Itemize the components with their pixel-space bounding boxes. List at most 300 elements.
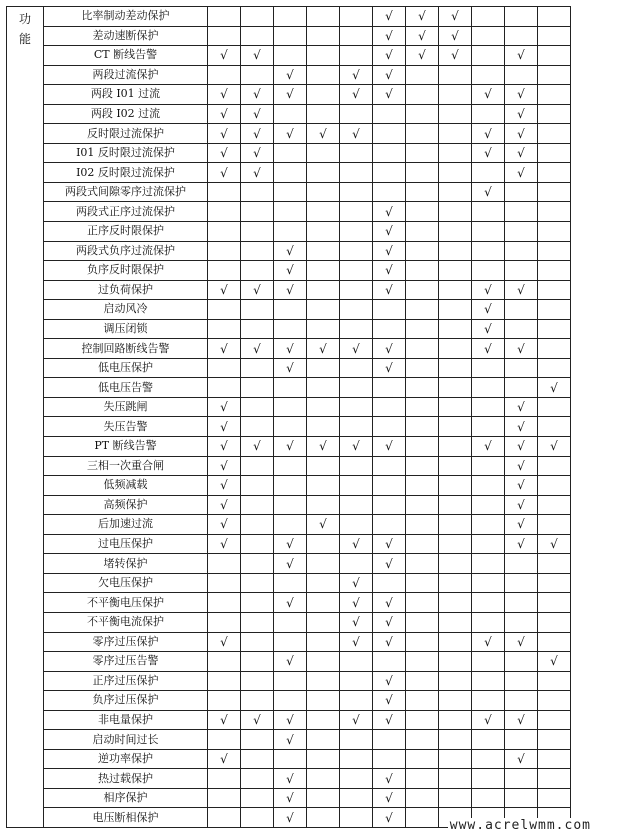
mark-cell: √	[505, 104, 538, 124]
function-name-cell: 高频保护	[44, 495, 208, 515]
mark-cell: √	[241, 280, 274, 300]
mark-cell	[241, 730, 274, 750]
function-name-cell: 低频减载	[44, 476, 208, 496]
function-name-cell: 两段 I01 过流	[44, 85, 208, 105]
table-row	[7, 456, 571, 476]
mark-cell	[439, 573, 472, 593]
mark-cell: √	[208, 397, 241, 417]
mark-cell	[439, 85, 472, 105]
mark-cell	[340, 26, 373, 46]
table-row	[7, 573, 571, 593]
mark-cell	[406, 65, 439, 85]
mark-cell: √	[373, 46, 406, 66]
mark-cell	[406, 319, 439, 339]
mark-cell	[241, 593, 274, 613]
mark-cell: √	[373, 534, 406, 554]
mark-cell	[538, 339, 571, 359]
mark-cell	[472, 417, 505, 437]
mark-cell	[406, 85, 439, 105]
mark-cell: √	[472, 710, 505, 730]
table-row	[7, 749, 571, 769]
mark-cell	[472, 163, 505, 183]
category-char: 功	[18, 12, 31, 26]
mark-cell	[373, 495, 406, 515]
function-name-cell: 逆功率保护	[44, 749, 208, 769]
mark-cell: √	[340, 573, 373, 593]
mark-cell	[241, 788, 274, 808]
mark-cell	[274, 612, 307, 632]
mark-cell	[241, 358, 274, 378]
mark-cell	[538, 65, 571, 85]
mark-cell	[472, 104, 505, 124]
mark-cell	[406, 417, 439, 437]
mark-cell	[307, 300, 340, 320]
function-name-cell: 低电压保护	[44, 358, 208, 378]
mark-cell	[505, 593, 538, 613]
mark-cell: √	[340, 339, 373, 359]
mark-cell	[472, 46, 505, 66]
mark-cell	[241, 671, 274, 691]
function-name-cell: 过电压保护	[44, 534, 208, 554]
mark-cell	[406, 104, 439, 124]
mark-cell	[538, 730, 571, 750]
table-row	[7, 612, 571, 632]
table-row	[7, 476, 571, 496]
mark-cell	[538, 163, 571, 183]
mark-cell	[472, 534, 505, 554]
mark-cell	[406, 632, 439, 652]
mark-cell	[373, 378, 406, 398]
mark-cell	[274, 7, 307, 27]
mark-cell	[307, 104, 340, 124]
mark-cell	[208, 7, 241, 27]
function-name-cell: I02 反时限过流保护	[44, 163, 208, 183]
mark-cell: √	[274, 124, 307, 144]
mark-cell	[241, 495, 274, 515]
mark-cell	[439, 378, 472, 398]
table-row	[7, 104, 571, 124]
mark-cell	[340, 554, 373, 574]
mark-cell	[439, 476, 472, 496]
mark-cell	[439, 339, 472, 359]
mark-cell: √	[439, 7, 472, 27]
mark-cell	[307, 378, 340, 398]
mark-cell	[208, 691, 241, 711]
table-row	[7, 397, 571, 417]
mark-cell	[274, 515, 307, 535]
table-row	[7, 437, 571, 457]
mark-cell	[472, 476, 505, 496]
mark-cell	[406, 710, 439, 730]
mark-cell	[472, 730, 505, 750]
mark-cell	[307, 417, 340, 437]
mark-cell	[208, 65, 241, 85]
mark-cell	[274, 378, 307, 398]
mark-cell	[538, 749, 571, 769]
mark-cell: √	[241, 46, 274, 66]
mark-cell	[208, 652, 241, 672]
function-name-cell: PT 断线告警	[44, 437, 208, 457]
mark-cell	[373, 515, 406, 535]
category-char: 能	[18, 32, 31, 46]
mark-cell	[538, 241, 571, 261]
mark-cell: √	[505, 163, 538, 183]
mark-cell	[241, 300, 274, 320]
mark-cell: √	[208, 437, 241, 457]
mark-cell: √	[274, 241, 307, 261]
mark-cell: √	[274, 788, 307, 808]
mark-cell	[340, 515, 373, 535]
mark-cell	[340, 456, 373, 476]
mark-cell	[340, 241, 373, 261]
mark-cell	[307, 534, 340, 554]
mark-cell: √	[208, 280, 241, 300]
mark-cell	[439, 143, 472, 163]
mark-cell	[307, 456, 340, 476]
function-name-cell: 不平衡电流保护	[44, 612, 208, 632]
mark-cell	[538, 319, 571, 339]
mark-cell	[274, 749, 307, 769]
mark-cell	[274, 143, 307, 163]
mark-cell	[406, 163, 439, 183]
mark-cell	[340, 319, 373, 339]
function-table-wrapper	[6, 6, 571, 828]
mark-cell	[439, 612, 472, 632]
mark-cell: √	[406, 26, 439, 46]
mark-cell	[241, 241, 274, 261]
mark-cell	[307, 65, 340, 85]
mark-cell: √	[505, 495, 538, 515]
mark-cell: √	[274, 339, 307, 359]
mark-cell	[538, 515, 571, 535]
mark-cell	[241, 476, 274, 496]
mark-cell: √	[340, 65, 373, 85]
mark-cell: √	[373, 65, 406, 85]
mark-cell	[538, 495, 571, 515]
mark-cell	[538, 46, 571, 66]
function-name-cell: 控制回路断线告警	[44, 339, 208, 359]
function-name-cell: 正序反时限保护	[44, 222, 208, 242]
mark-cell	[538, 788, 571, 808]
mark-cell	[439, 437, 472, 457]
mark-cell	[472, 691, 505, 711]
table-row	[7, 163, 571, 183]
table-row	[7, 222, 571, 242]
mark-cell	[307, 632, 340, 652]
mark-cell	[439, 124, 472, 144]
mark-cell: √	[241, 710, 274, 730]
mark-cell: √	[538, 378, 571, 398]
mark-cell	[505, 7, 538, 27]
mark-cell: √	[340, 124, 373, 144]
function-name-cell: 相序保护	[44, 788, 208, 808]
mark-cell	[505, 730, 538, 750]
watermark-text: www.acrelwmm.com	[449, 818, 591, 833]
mark-cell	[307, 241, 340, 261]
mark-cell	[307, 46, 340, 66]
mark-cell: √	[340, 85, 373, 105]
mark-cell	[208, 241, 241, 261]
mark-cell: √	[505, 515, 538, 535]
mark-cell	[538, 222, 571, 242]
mark-cell: √	[505, 124, 538, 144]
mark-cell	[373, 749, 406, 769]
mark-cell	[340, 46, 373, 66]
mark-cell: √	[373, 26, 406, 46]
mark-cell	[241, 534, 274, 554]
mark-cell: √	[274, 652, 307, 672]
mark-cell	[208, 202, 241, 222]
mark-cell: √	[505, 437, 538, 457]
mark-cell	[505, 573, 538, 593]
mark-cell	[373, 573, 406, 593]
mark-cell	[241, 7, 274, 27]
mark-cell	[406, 495, 439, 515]
mark-cell	[406, 573, 439, 593]
mark-cell	[307, 749, 340, 769]
mark-cell: √	[373, 769, 406, 789]
mark-cell: √	[505, 456, 538, 476]
mark-cell	[274, 456, 307, 476]
mark-cell	[208, 612, 241, 632]
mark-cell	[505, 612, 538, 632]
mark-cell: √	[241, 143, 274, 163]
mark-cell	[307, 7, 340, 27]
mark-cell: √	[505, 143, 538, 163]
mark-cell	[208, 769, 241, 789]
mark-cell	[538, 456, 571, 476]
mark-cell	[373, 652, 406, 672]
table-row	[7, 85, 571, 105]
mark-cell: √	[538, 652, 571, 672]
mark-cell	[307, 202, 340, 222]
mark-cell	[406, 476, 439, 496]
mark-cell	[505, 671, 538, 691]
mark-cell	[439, 788, 472, 808]
mark-cell: √	[472, 280, 505, 300]
mark-cell: √	[373, 241, 406, 261]
mark-cell	[340, 671, 373, 691]
mark-cell	[439, 202, 472, 222]
mark-cell	[241, 515, 274, 535]
mark-cell	[406, 652, 439, 672]
table-row	[7, 26, 571, 46]
mark-cell: √	[406, 7, 439, 27]
mark-cell: √	[439, 26, 472, 46]
mark-cell	[538, 143, 571, 163]
mark-cell	[538, 261, 571, 281]
mark-cell: √	[373, 554, 406, 574]
mark-cell	[472, 612, 505, 632]
mark-cell: √	[208, 163, 241, 183]
mark-cell	[439, 261, 472, 281]
mark-cell	[538, 573, 571, 593]
function-name-cell: 失压跳闸	[44, 397, 208, 417]
mark-cell	[538, 632, 571, 652]
mark-cell	[241, 456, 274, 476]
function-name-cell: 电压断相保护	[44, 808, 208, 828]
mark-cell	[439, 691, 472, 711]
mark-cell	[274, 573, 307, 593]
mark-cell	[472, 593, 505, 613]
mark-cell: √	[274, 769, 307, 789]
mark-cell	[538, 85, 571, 105]
mark-cell: √	[472, 182, 505, 202]
mark-cell	[373, 124, 406, 144]
mark-cell	[340, 808, 373, 828]
mark-cell	[439, 241, 472, 261]
mark-cell	[406, 280, 439, 300]
mark-cell	[274, 671, 307, 691]
function-name-cell: CT 断线告警	[44, 46, 208, 66]
mark-cell	[373, 476, 406, 496]
mark-cell	[274, 26, 307, 46]
table-row	[7, 769, 571, 789]
mark-cell	[406, 534, 439, 554]
mark-cell	[307, 358, 340, 378]
mark-cell	[241, 632, 274, 652]
mark-cell	[241, 652, 274, 672]
mark-cell	[340, 417, 373, 437]
mark-cell: √	[274, 358, 307, 378]
mark-cell	[406, 515, 439, 535]
mark-cell: √	[274, 437, 307, 457]
mark-cell	[439, 300, 472, 320]
mark-cell	[406, 593, 439, 613]
mark-cell	[406, 143, 439, 163]
table-row	[7, 280, 571, 300]
table-row	[7, 358, 571, 378]
function-name-cell: 两段过流保护	[44, 65, 208, 85]
mark-cell	[439, 65, 472, 85]
mark-cell: √	[274, 65, 307, 85]
mark-cell: √	[373, 788, 406, 808]
mark-cell	[340, 769, 373, 789]
function-table	[6, 6, 571, 828]
mark-cell	[208, 261, 241, 281]
mark-cell	[538, 593, 571, 613]
mark-cell	[340, 300, 373, 320]
mark-cell: √	[307, 437, 340, 457]
mark-cell: √	[472, 124, 505, 144]
function-name-cell: I01 反时限过流保护	[44, 143, 208, 163]
mark-cell	[439, 730, 472, 750]
table-row	[7, 788, 571, 808]
table-row	[7, 143, 571, 163]
mark-cell	[340, 7, 373, 27]
mark-cell	[241, 691, 274, 711]
mark-cell: √	[274, 808, 307, 828]
mark-cell: √	[208, 104, 241, 124]
mark-cell: √	[241, 437, 274, 457]
mark-cell	[241, 397, 274, 417]
mark-cell	[307, 730, 340, 750]
mark-cell	[505, 358, 538, 378]
function-name-cell: 低电压告警	[44, 378, 208, 398]
mark-cell	[307, 26, 340, 46]
mark-cell	[505, 182, 538, 202]
mark-cell	[208, 222, 241, 242]
mark-cell: √	[241, 124, 274, 144]
mark-cell	[241, 26, 274, 46]
mark-cell	[274, 319, 307, 339]
mark-cell	[406, 124, 439, 144]
mark-cell: √	[340, 710, 373, 730]
mark-cell: √	[241, 104, 274, 124]
mark-cell	[373, 143, 406, 163]
table-row	[7, 378, 571, 398]
mark-cell: √	[505, 749, 538, 769]
mark-cell	[472, 241, 505, 261]
mark-cell	[538, 26, 571, 46]
mark-cell	[439, 417, 472, 437]
table-row	[7, 241, 571, 261]
function-name-cell: 两段式间隙零序过流保护	[44, 182, 208, 202]
mark-cell	[538, 300, 571, 320]
mark-cell: √	[373, 261, 406, 281]
mark-cell: √	[274, 593, 307, 613]
mark-cell	[472, 7, 505, 27]
mark-cell	[208, 808, 241, 828]
mark-cell	[340, 476, 373, 496]
function-name-cell: 调压闭锁	[44, 319, 208, 339]
mark-cell	[208, 593, 241, 613]
table-row	[7, 593, 571, 613]
mark-cell: √	[373, 593, 406, 613]
function-name-cell: 欠电压保护	[44, 573, 208, 593]
mark-cell	[208, 378, 241, 398]
mark-cell	[538, 691, 571, 711]
mark-cell: √	[208, 710, 241, 730]
mark-cell	[406, 671, 439, 691]
mark-cell	[208, 182, 241, 202]
mark-cell	[406, 358, 439, 378]
mark-cell: √	[208, 515, 241, 535]
function-name-cell: 不平衡电压保护	[44, 593, 208, 613]
function-name-cell: 两段式负序过流保护	[44, 241, 208, 261]
mark-cell	[406, 378, 439, 398]
mark-cell: √	[439, 46, 472, 66]
mark-cell	[340, 163, 373, 183]
mark-cell: √	[373, 339, 406, 359]
mark-cell	[274, 222, 307, 242]
mark-cell	[307, 554, 340, 574]
table-row	[7, 710, 571, 730]
mark-cell	[538, 202, 571, 222]
mark-cell	[505, 378, 538, 398]
mark-cell	[406, 788, 439, 808]
mark-cell	[208, 573, 241, 593]
table-row	[7, 339, 571, 359]
mark-cell	[208, 788, 241, 808]
mark-cell	[373, 456, 406, 476]
mark-cell: √	[241, 339, 274, 359]
mark-cell	[472, 495, 505, 515]
mark-cell	[505, 261, 538, 281]
function-name-cell: 热过载保护	[44, 769, 208, 789]
mark-cell	[439, 182, 472, 202]
mark-cell: √	[373, 7, 406, 27]
mark-cell	[538, 417, 571, 437]
mark-cell	[406, 261, 439, 281]
mark-cell: √	[373, 691, 406, 711]
mark-cell	[439, 710, 472, 730]
mark-cell	[307, 612, 340, 632]
mark-cell	[472, 202, 505, 222]
mark-cell: √	[373, 612, 406, 632]
mark-cell: √	[505, 710, 538, 730]
mark-cell	[439, 652, 472, 672]
